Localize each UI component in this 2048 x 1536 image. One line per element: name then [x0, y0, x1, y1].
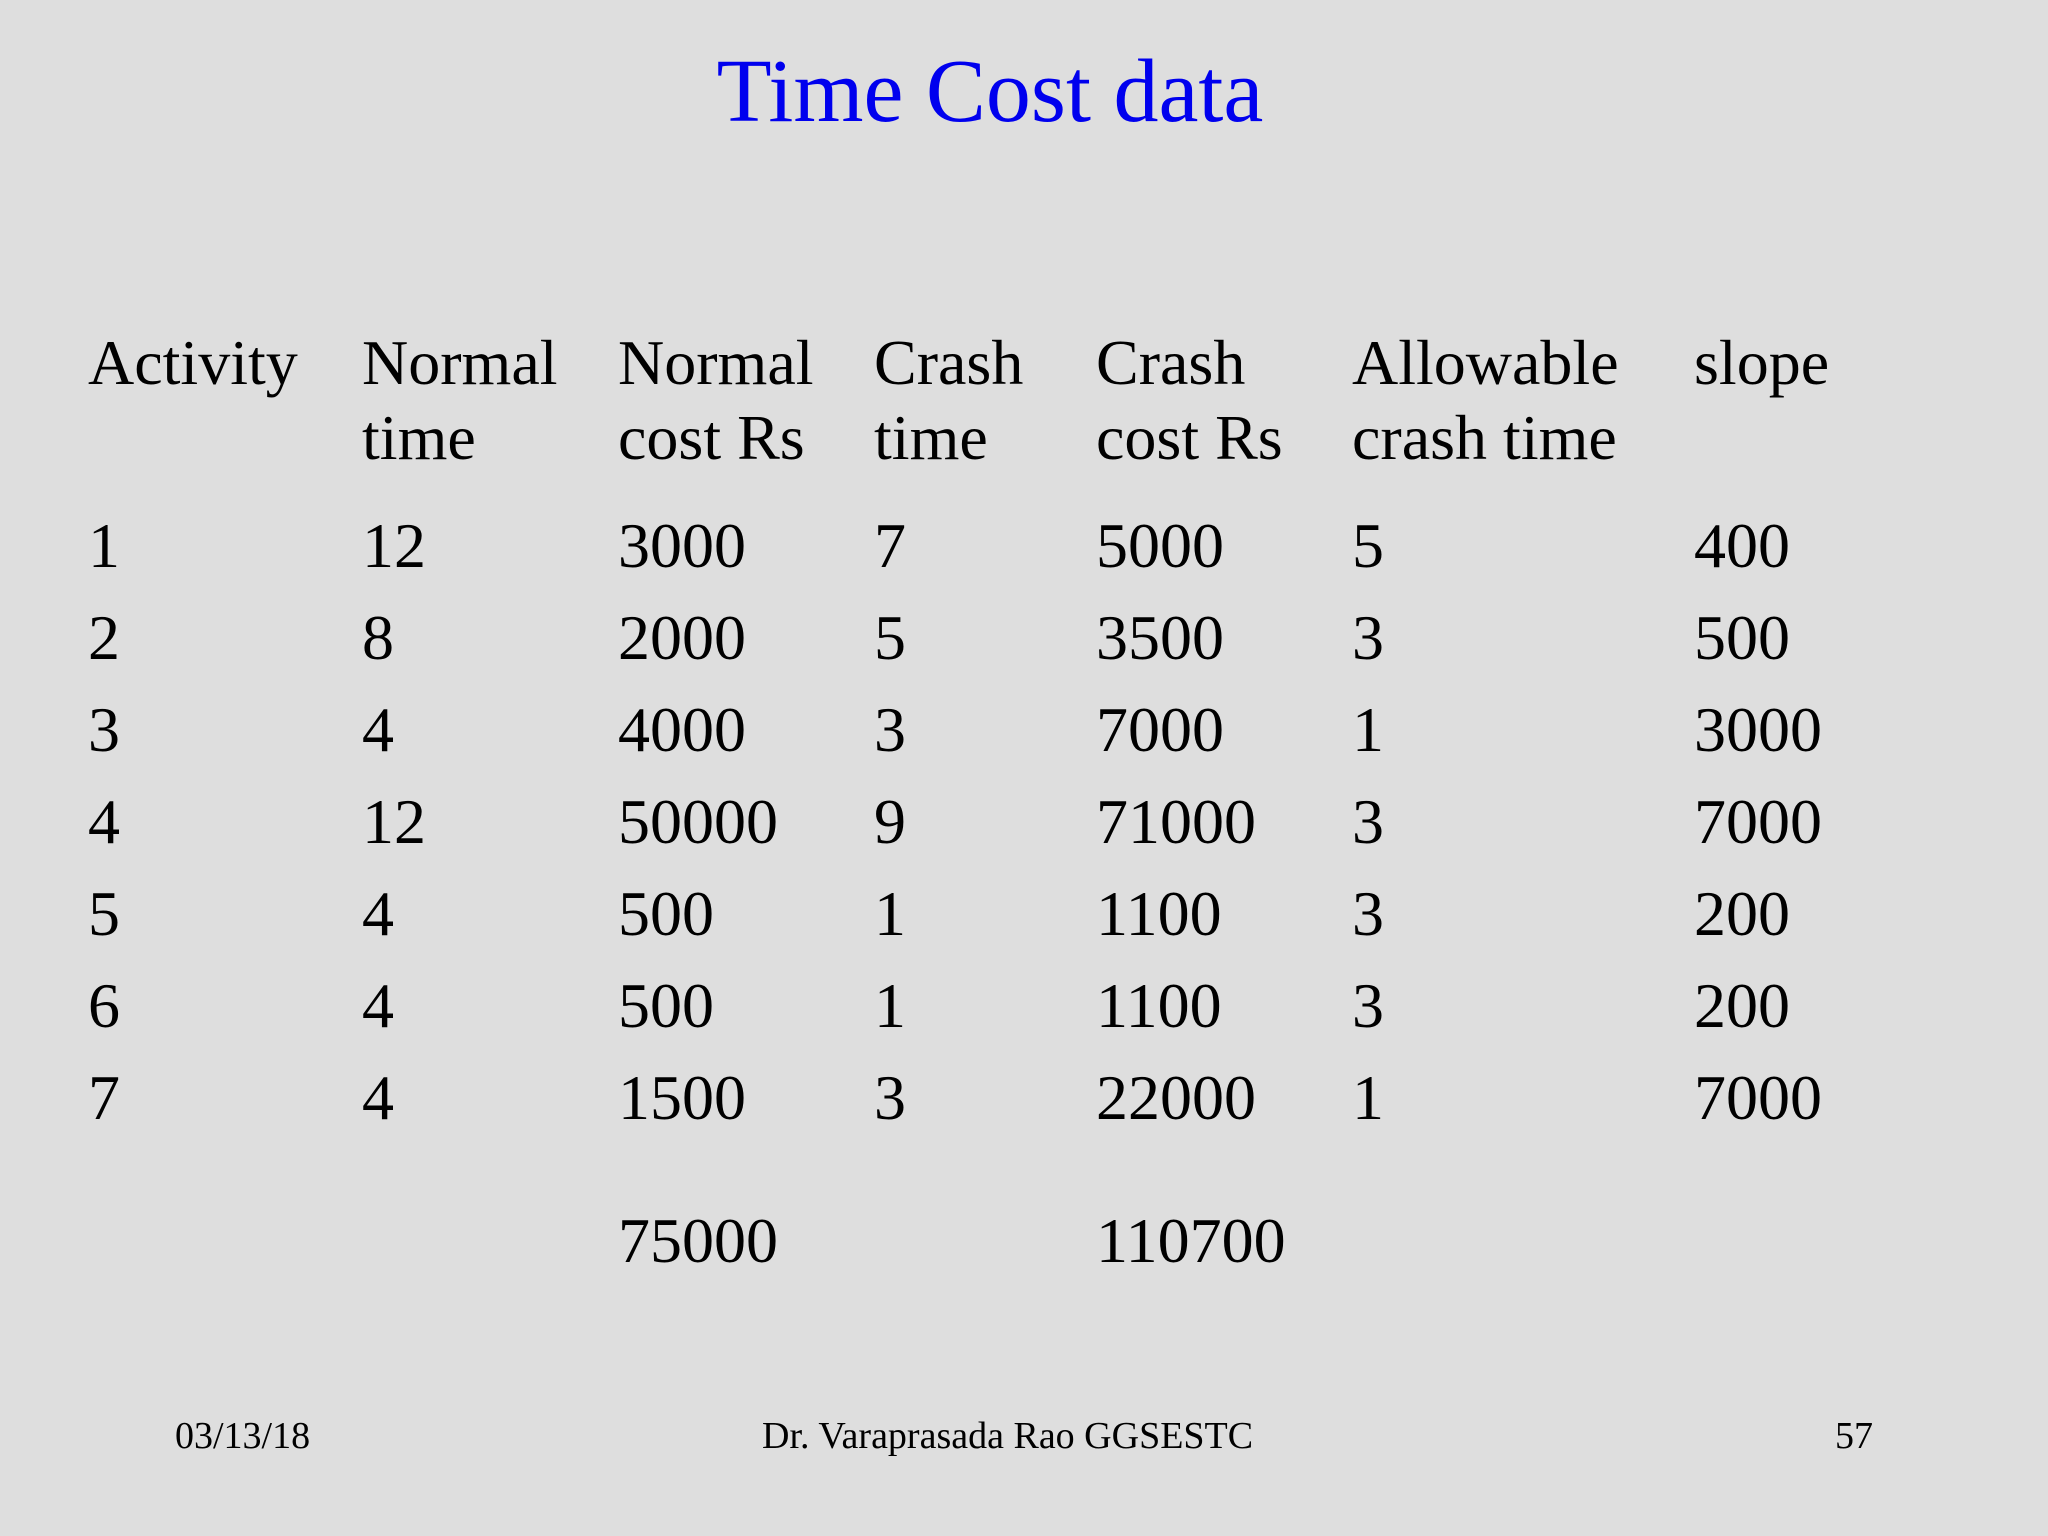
header-crash-time-line2: time — [874, 402, 988, 473]
header-slope — [1694, 325, 1829, 400]
table-cell: 5 — [874, 602, 906, 673]
footer-page-number: 57 — [1835, 1415, 1873, 1457]
table-cell: 3 — [88, 694, 120, 765]
table-cell: 7000 — [1694, 786, 1822, 857]
table-cell: 3 — [1352, 878, 1384, 949]
header-crash-cost-line1: Crash — [1096, 327, 1246, 398]
table-cell: 7000 — [1096, 694, 1224, 765]
table-cell: 7 — [874, 510, 906, 581]
table-cell: 71000 — [1096, 786, 1256, 857]
table-cell: 6 — [88, 970, 120, 1041]
table-cell: 2000 — [618, 602, 746, 673]
header-normal-time — [362, 325, 558, 475]
total-crash-cost: 110700 — [1096, 1205, 1286, 1276]
table-cell: 3000 — [618, 510, 746, 581]
table-cell: 1 — [874, 878, 906, 949]
table-cell: 3 — [874, 694, 906, 765]
header-normal-time-line1: Normal — [362, 327, 558, 398]
header-crash-time-line1: Crash — [874, 327, 1024, 398]
table-cell: 1500 — [618, 1062, 746, 1133]
table-cell: 200 — [1694, 970, 1790, 1041]
total-normal-cost: 75000 — [618, 1205, 778, 1276]
table-cell: 1 — [1352, 1062, 1384, 1133]
header-crash-time — [874, 325, 1023, 475]
footer-date: 03/13/18 — [175, 1415, 311, 1457]
table-cell: 7 — [88, 1062, 120, 1133]
table-cell: 500 — [618, 970, 714, 1041]
header-crash-cost-line2: cost Rs — [1096, 402, 1283, 473]
table-cell: 1100 — [1096, 878, 1222, 949]
header-allowable-line1: Allowable — [1352, 327, 1619, 398]
table-cell: 5 — [1352, 510, 1384, 581]
header-normal-cost-line2: cost Rs — [618, 402, 805, 473]
table-cell: 5 — [88, 878, 120, 949]
table-cell: 500 — [1694, 602, 1790, 673]
table-cell: 7000 — [1694, 1062, 1822, 1133]
table-cell: 1 — [1352, 694, 1384, 765]
header-activity-line1: Activity — [88, 327, 298, 398]
table-cell: 3 — [1352, 602, 1384, 673]
table-cell: 2 — [88, 602, 120, 673]
table-cell: 1 — [874, 970, 906, 1041]
table-cell: 3 — [1352, 970, 1384, 1041]
table-cell: 3500 — [1096, 602, 1224, 673]
table-cell: 22000 — [1096, 1062, 1256, 1133]
slide-title: Time Cost data — [716, 42, 1264, 141]
table-cell: 4 — [88, 786, 120, 857]
table-cell: 3 — [874, 1062, 906, 1133]
table-cell: 5000 — [1096, 510, 1224, 581]
table-cell: 9 — [874, 786, 906, 857]
table-cell: 4 — [362, 970, 394, 1041]
table-cell: 12 — [362, 510, 426, 581]
table-cell: 50000 — [618, 786, 778, 857]
header-activity — [88, 325, 298, 400]
table-cell: 4000 — [618, 694, 746, 765]
footer-author: Dr. Varaprasada Rao GGSESTC — [762, 1415, 1254, 1457]
table-cell: 400 — [1694, 510, 1790, 581]
table-cell: 1 — [88, 510, 120, 581]
table-cell: 4 — [362, 694, 394, 765]
table-cell: 200 — [1694, 878, 1790, 949]
table-cell: 4 — [362, 878, 394, 949]
header-normal-cost-line1: Normal — [618, 327, 814, 398]
table-cell: 3 — [1352, 786, 1384, 857]
header-crash-cost — [1096, 325, 1283, 475]
header-normal-time-line2: time — [362, 402, 476, 473]
table-cell: 1100 — [1096, 970, 1222, 1041]
table-cell: 500 — [618, 878, 714, 949]
table-cell: 8 — [362, 602, 394, 673]
table-cell: 12 — [362, 786, 426, 857]
header-slope-line1: slope — [1694, 327, 1830, 398]
header-normal-cost — [618, 325, 814, 475]
table-cell: 3000 — [1694, 694, 1822, 765]
header-allowable-line2: crash time — [1352, 402, 1617, 473]
table-cell: 4 — [362, 1062, 394, 1133]
header-allowable-crash-time — [1352, 325, 1619, 475]
